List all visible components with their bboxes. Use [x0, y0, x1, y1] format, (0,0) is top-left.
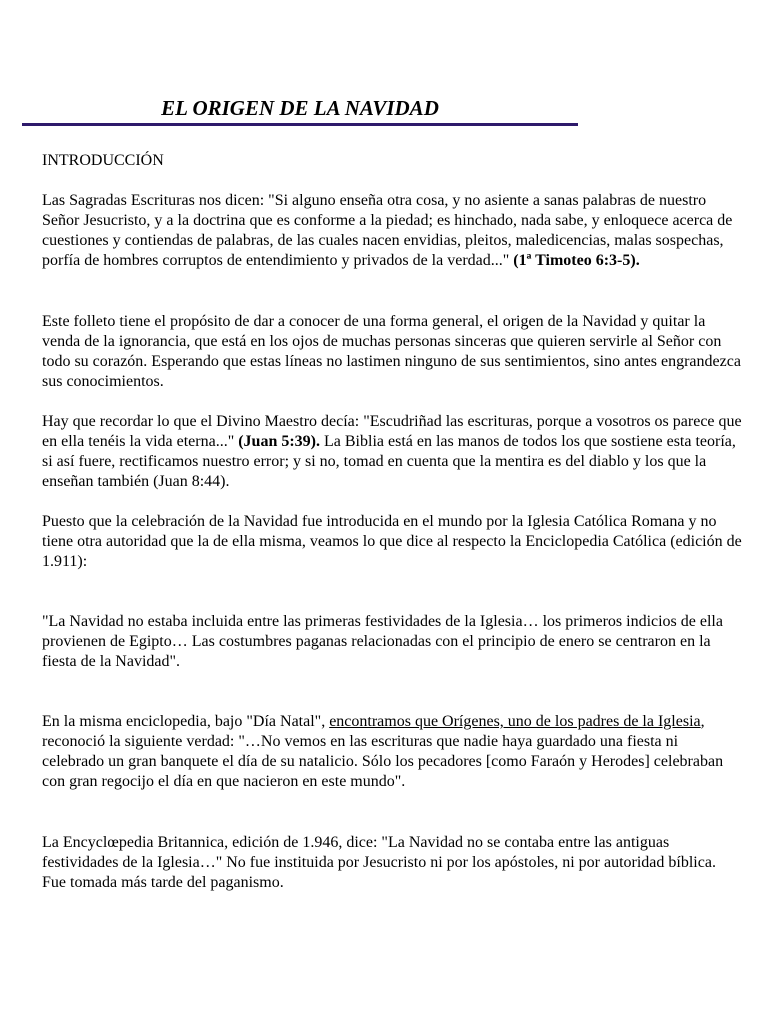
- paragraph-6-text-after: , reconoció la siguiente verdad: "…No vemos en las escrituras que nadie haya guardado una fiesta ni celebrado un gran banquete el día de su natalicio. Sólo los pecadores [como Faraón y Herodes] celebraban con gran regocijo el día en que nacieron en este mundo".: [42, 713, 724, 790]
- paragraph-1-text: Las Sagradas Escrituras nos dicen: "Si alguno enseña otra cosa, y no asiente a sanas palabras de nuestro Señor Jesucristo, y a la doctrina que es conforme a la piedad; es hinchado, nada sabe, y enloquece acerca de cuestiones y contiendas de palabras, de las cuales nacen envidias, pleitos, maledicencias, malas sospechas, porfía de hombres corruptos de entendimiento y privados de la verdad...": [42, 192, 733, 269]
- paragraph-3-reference: (Juan 5:39).: [238, 433, 320, 450]
- document-title: EL ORIGEN DE LA NAVIDAD: [161, 96, 439, 120]
- paragraph-6: [42, 712, 742, 792]
- paragraph-1-reference: (1ª Timoteo 6:3-5).: [513, 252, 640, 269]
- title-underline-rule: [22, 123, 578, 126]
- paragraph-6-text-before: En la misma enciclopedia, bajo "Día Natal",: [42, 713, 330, 730]
- paragraph-3-text-after: La Biblia está en las manos de todos los que sostiene esta teoría, si así fuere, rectificamos nuestro error; y si no, tomad en cuenta que la mentira es del diablo y los que la enseñan también (Juan 8:44).: [42, 433, 736, 490]
- paragraph-1: [42, 191, 742, 271]
- paragraph-3: [42, 412, 742, 492]
- paragraph-7: La Encyclœpedia Britannica, edición de 1.946, dice: "La Navidad no se contaba entre las antiguas festividades de la Iglesia…" No fue instituida por Jesucristo ni por los apóstoles, ni por autoridad bíblica. Fue tomada más tarde del paganismo.: [42, 834, 716, 891]
- section-heading: INTRODUCCIÓN: [42, 152, 164, 169]
- paragraph-5-quote: "La Navidad no estaba incluida entre las primeras festividades de la Iglesia… los primeros indicios de ella provienen de Egipto… Las costumbres paganas relacionadas con el principio de enero se centraron en la fiesta de la Navidad".: [42, 613, 723, 670]
- paragraph-2: Este folleto tiene el propósito de dar a conocer de una forma general, el origen de la Navidad y quitar la venda de la ignorancia, que está en los ojos de muchas personas sinceras que quieren servirle al Señor con todo su corazón. Esperando que estas líneas no lastimen ninguno de sus sentimientos, sino antes engrandezca sus conocimientos.: [42, 313, 741, 390]
- origenes-link[interactable]: encontramos que Orígenes, uno de los padres de la Iglesia: [329, 713, 701, 730]
- paragraph-3-text-before: Hay que recordar lo que el Divino Maestro decía: "Escudriñad las escrituras, porque a vosotros os parece que en ella tenéis la vida eterna...": [42, 413, 742, 450]
- paragraph-4: Puesto que la celebración de la Navidad fue introducida en el mundo por la Iglesia Católica Romana y no tiene otra autoridad que la de ella misma, veamos lo que dice al respecto la Enciclopedia Católica (edición de 1.911):: [42, 513, 742, 570]
